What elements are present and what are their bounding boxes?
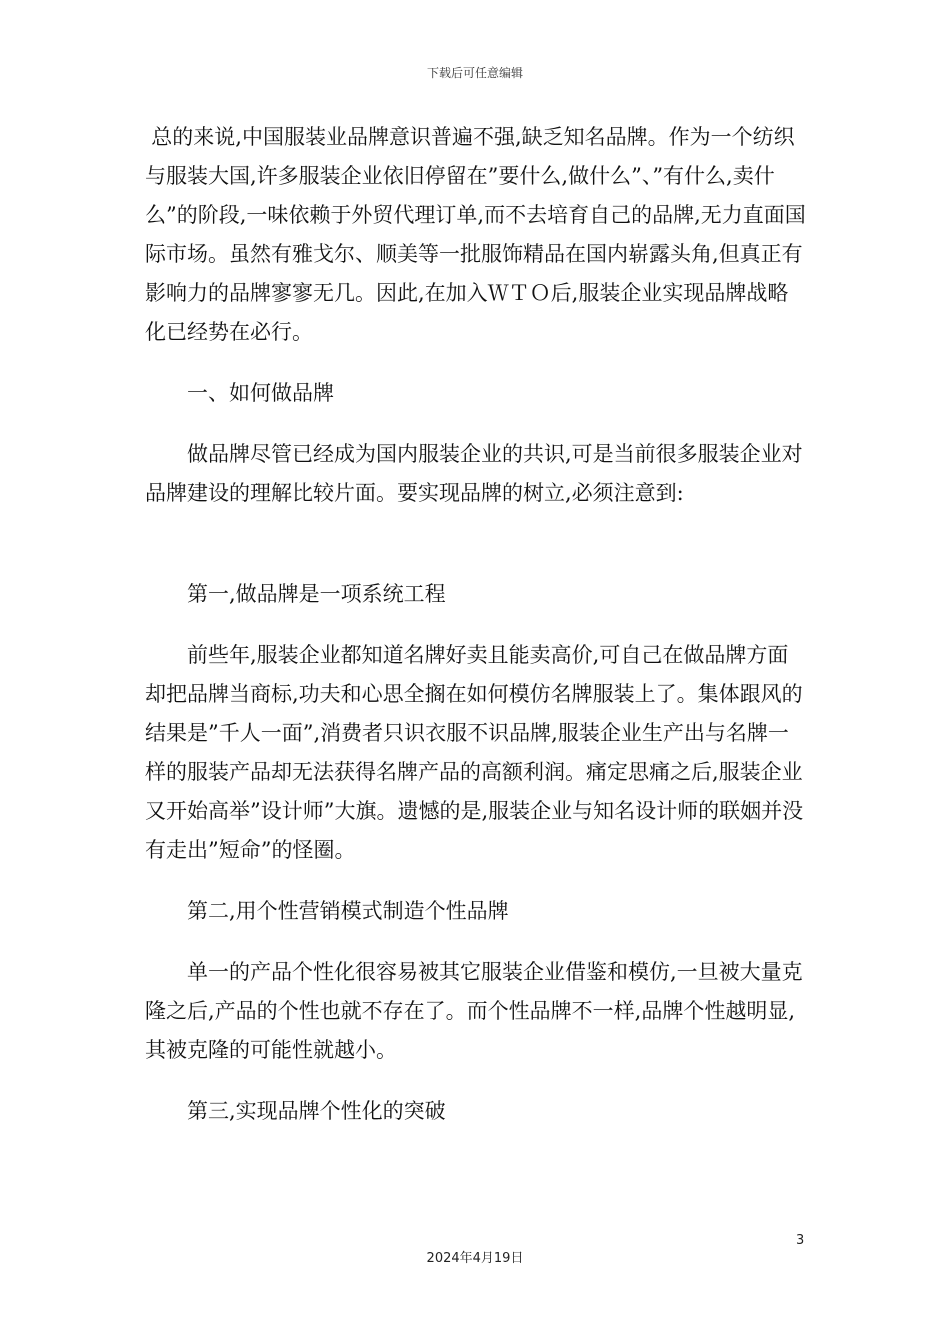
footer-date: 2024年4月19日 (426, 1251, 524, 1266)
paragraph-second: 单一的产品个性化很容易被其它服装企业借鉴和模仿,一旦被大量克隆之后,产品的个性也就不存在了。而个性品牌不一样,品牌个性越明显,其被克隆的可能性就越小。 (145, 960, 803, 1062)
section-heading: 一、如何做品牌 (187, 381, 334, 405)
paragraph-first: 前些年,服装企业都知道名牌好卖且能卖高价,可自己在做品牌方面却把品牌当商标,功夫和心思全搁在如何模仿名牌服装上了。集体跟风的结果是”千人一面”,消费者只识衣服不识品牌,服装企业生产出与名牌一样的服装产品却无法获得名牌产品的高额利润。痛定思痛之后,服装企业又开始高举”设计师”大旗。遗憾的是,服装企业与知名设计师的联姻并没有走出”短命”的怪圈。 (145, 643, 804, 862)
paragraph-intro: 总的来说,中国服装业品牌意识普遍不强,缺乏知名品牌。作为一个纺织与服装大国,许多服装企业依旧停留在”要什么,做什么”、”有什么,卖什么”的阶段,一味依赖于外贸代理订单,而不去培育自己的品牌,无力直面国际市场。虽然有雅戈尔、顺美等一批服饰精品在国内崭露头角,但真正有影响力的品牌寥寥无几。因此,在加入ＷＴＯ后,服装企业实现品牌战略化已经势在必行。 (145, 125, 806, 344)
subheading-first: 第一,做品牌是一项系统工程 (187, 582, 446, 606)
subheading-second: 第二,用个性营销模式制造个性品牌 (187, 899, 509, 923)
subheading-third: 第三,实现品牌个性化的突破 (187, 1099, 446, 1123)
document-body (145, 118, 807, 1131)
page-header: 下载后可任意编辑 (426, 66, 523, 80)
page-number: 3 (796, 1233, 805, 1248)
paragraph-branding: 做品牌尽管已经成为国内服装企业的共识,可是当前很多服装企业对品牌建设的理解比较片面。要实现品牌的树立,必须注意到: (145, 442, 803, 505)
